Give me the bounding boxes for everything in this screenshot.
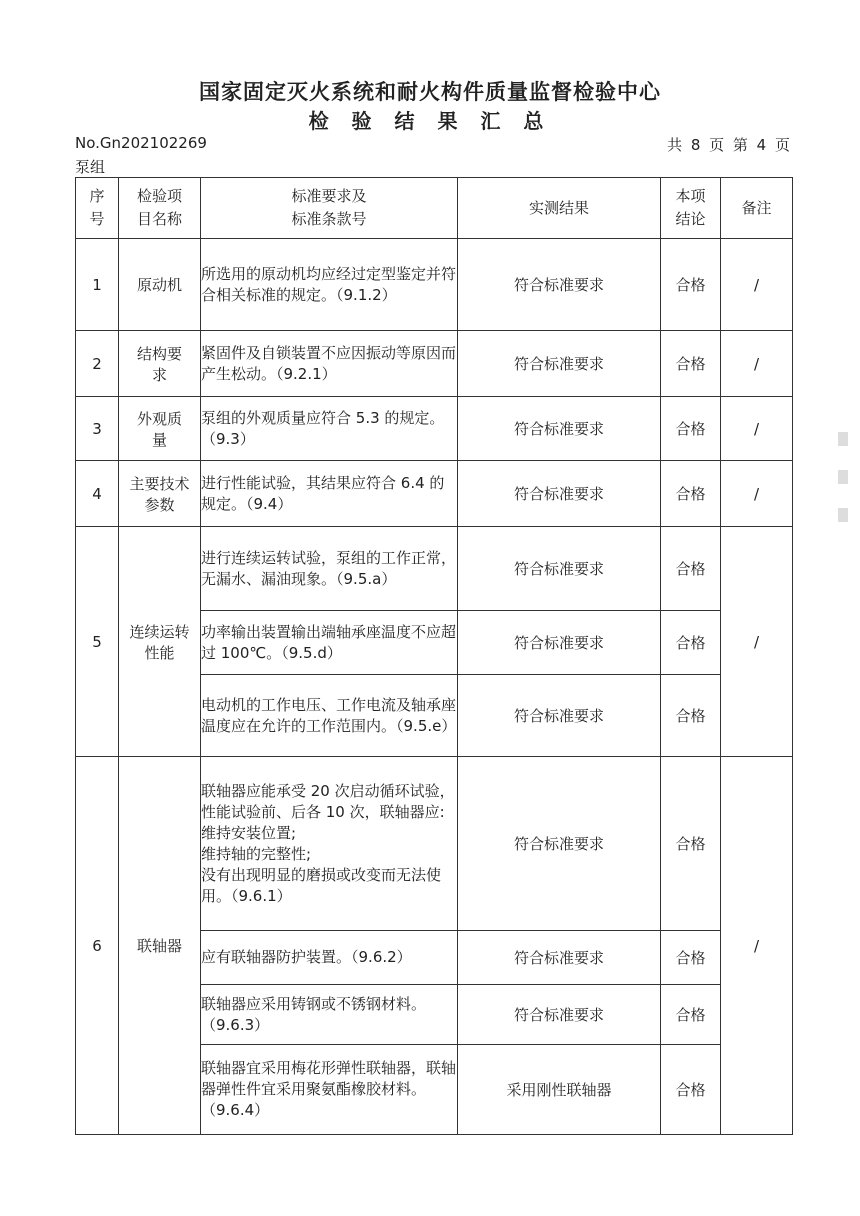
result-cell: 符合标准要求 [458, 461, 661, 527]
conclusion-cell: 合格 [661, 527, 721, 611]
item-cell: 连续运转性能 [119, 527, 201, 757]
requirement-cell: 泵组的外观质量应符合 5.3 的规定。（9.3） [201, 397, 458, 461]
requirement-cell: 所选用的原动机均应经过定型鉴定并符合相关标准的规定。（9.1.2） [201, 239, 458, 331]
scan-mark [838, 470, 848, 484]
table-header-row [76, 178, 793, 239]
item-cell: 结构要求 [119, 331, 201, 397]
header-result: 实测结果 [458, 178, 661, 239]
header-requirement: 标准要求及 标准条款号 [201, 178, 458, 239]
table-row [76, 461, 793, 527]
result-cell: 符合标准要求 [458, 527, 661, 611]
result-cell: 符合标准要求 [458, 611, 661, 675]
remark-cell: / [721, 757, 793, 1135]
table-row [76, 757, 793, 931]
seq-cell: 2 [76, 331, 119, 397]
item-cell: 联轴器 [119, 757, 201, 1135]
conclusion-cell: 合格 [661, 331, 721, 397]
remark-cell: / [721, 331, 793, 397]
conclusion-cell: 合格 [661, 985, 721, 1045]
seq-cell: 1 [76, 239, 119, 331]
section-label: 泵组 [75, 158, 106, 176]
remark-cell: / [721, 239, 793, 331]
remark-cell: / [721, 461, 793, 527]
conclusion-cell: 合格 [661, 611, 721, 675]
report-number: No.Gn202102269 [75, 134, 207, 152]
conclusion-cell: 合格 [661, 757, 721, 931]
header-seq: 序 号 [76, 178, 119, 239]
page-info: 共 8 页 第 4 页 [667, 136, 790, 154]
scan-mark [838, 432, 848, 446]
conclusion-cell: 合格 [661, 397, 721, 461]
conclusion-cell: 合格 [661, 461, 721, 527]
conclusion-cell: 合格 [661, 1045, 721, 1135]
conclusion-cell: 合格 [661, 931, 721, 985]
result-cell: 符合标准要求 [458, 239, 661, 331]
requirement-cell: 进行连续运转试验，泵组的工作正常，无漏水、漏油现象。（9.5.a） [201, 527, 458, 611]
table-row [76, 397, 793, 461]
requirement-cell: 联轴器应能承受 20 次启动循环试验，性能试验前、后各 10 次，联轴器应: 维持安装位置; 维持轴的完整性; 没有出现明显的磨损或改变而无法使用。（9.6.1） [201, 757, 458, 931]
conclusion-cell: 合格 [661, 239, 721, 331]
requirement-cell: 进行性能试验，其结果应符合 6.4 的规定。（9.4） [201, 461, 458, 527]
result-cell: 符合标准要求 [458, 931, 661, 985]
requirement-cell: 联轴器宜采用梅花形弹性联轴器，联轴器弹性件宜采用聚氨酯橡胶材料。（9.6.4） [201, 1045, 458, 1135]
seq-cell: 6 [76, 757, 119, 1135]
results-table [75, 177, 793, 1135]
seq-cell: 3 [76, 397, 119, 461]
conclusion-cell: 合格 [661, 675, 721, 757]
page-title: 检 验 结 果 汇 总 [308, 109, 552, 133]
result-cell: 符合标准要求 [458, 675, 661, 757]
result-cell: 符合标准要求 [458, 757, 661, 931]
scan-mark [838, 508, 848, 522]
requirement-cell: 电动机的工作电压、工作电流及轴承座温度应在允许的工作范围内。（9.5.e） [201, 675, 458, 757]
header-conclusion: 本项 结论 [661, 178, 721, 239]
item-cell: 主要技术参数 [119, 461, 201, 527]
requirement-cell: 紧固件及自锁装置不应因振动等原因而产生松动。（9.2.1） [201, 331, 458, 397]
table-row [76, 331, 793, 397]
result-cell: 符合标准要求 [458, 331, 661, 397]
header-item: 检验项 目名称 [119, 178, 201, 239]
table-row [76, 527, 793, 611]
table-row [76, 239, 793, 331]
org-title: 国家固定灭火系统和耐火构件质量监督检验中心 [199, 80, 661, 104]
item-cell: 原动机 [119, 239, 201, 331]
result-cell: 采用刚性联轴器 [458, 1045, 661, 1135]
requirement-cell: 功率输出装置输出端轴承座温度不应超过 100℃。（9.5.d） [201, 611, 458, 675]
item-cell: 外观质量 [119, 397, 201, 461]
header-remark: 备注 [721, 178, 793, 239]
requirement-cell: 联轴器应采用铸钢或不锈钢材料。（9.6.3） [201, 985, 458, 1045]
remark-cell: / [721, 527, 793, 757]
seq-cell: 5 [76, 527, 119, 757]
seq-cell: 4 [76, 461, 119, 527]
result-cell: 符合标准要求 [458, 397, 661, 461]
remark-cell: / [721, 397, 793, 461]
result-cell: 符合标准要求 [458, 985, 661, 1045]
requirement-cell: 应有联轴器防护装置。（9.6.2） [201, 931, 458, 985]
scan-edge-marks [838, 432, 852, 546]
